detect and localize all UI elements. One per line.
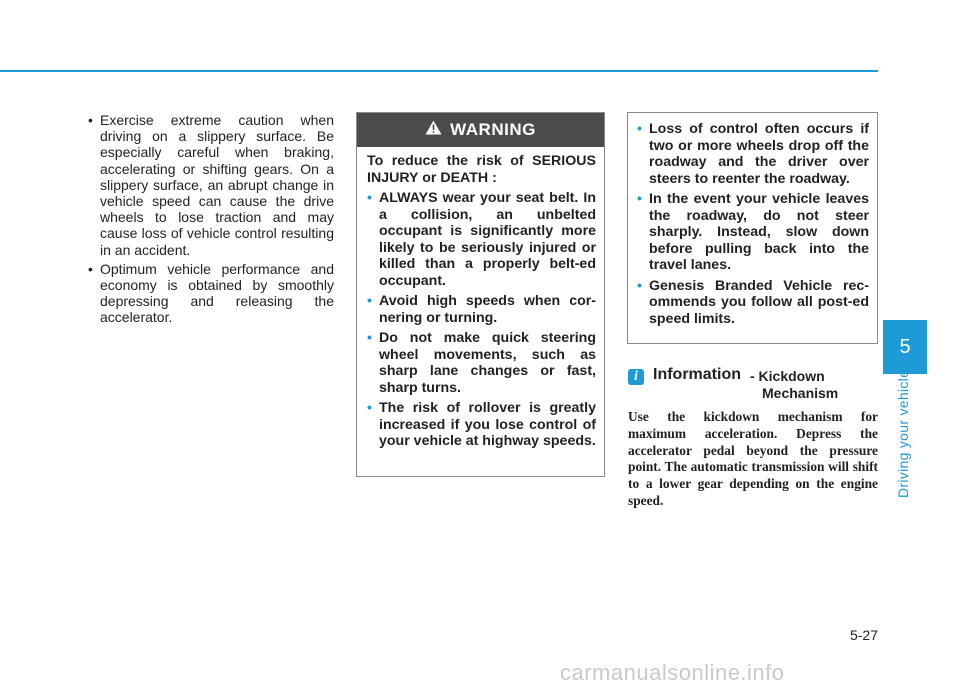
bullet-dot: • (367, 330, 372, 346)
warning-item (637, 191, 869, 274)
warning-item-text: Genesis Branded Vehicle rec-ommends you follow all post-ed speed limits. (649, 277, 869, 327)
bullet-dot: • (637, 191, 642, 207)
warning-intro: To reduce the risk of SERIOUS INJURY or DEATH : (367, 153, 596, 186)
warning-continued-box (627, 112, 878, 344)
warning-header (357, 113, 604, 147)
bullet-dot: • (88, 260, 93, 277)
warning-item (367, 330, 596, 396)
warning-item-text: Avoid high speeds when cor-nering or turning. (379, 293, 596, 326)
information-text: Use the kickdown mechanism for maximum acceleration. Depress the accelerator pedal beyond the pressure point. The automatic transmission will shift to a lower gear depending on the engine speed. (628, 409, 878, 508)
warning-item (367, 400, 596, 450)
chapter-label: Driving your vehicle (895, 369, 911, 498)
info-icon: i (628, 369, 644, 385)
bullet-dot: • (367, 190, 372, 206)
warning-item-text: In the event your vehicle leaves the roadway, do not steer sharply. Instead, slow down before pulling back into the travel lanes. (649, 191, 869, 273)
left-column (88, 112, 334, 329)
bullet-dot: • (637, 121, 642, 137)
information-subtitle-line2: Mechanism (762, 385, 839, 401)
information-subtitle (750, 368, 878, 402)
information-title: Information (653, 366, 741, 383)
warning-item-text: Do not make quick steering wheel movements, such as sharp lane changes or fast, sharp turns. (379, 330, 596, 396)
bullet-dot: • (367, 400, 372, 416)
warning-body (357, 147, 604, 450)
warning-item (367, 293, 596, 326)
list-item (88, 112, 334, 258)
top-rule (0, 70, 878, 72)
watermark: carmanualsonline.info (560, 660, 785, 685)
bullet-dot: • (367, 293, 372, 309)
warning-item-text: The risk of rollover is greatly increased if you lose control of your vehicle at highway speeds. (379, 400, 596, 449)
chapter-tab (883, 320, 927, 374)
warning-item (637, 121, 869, 187)
list-item-text: Exercise extreme caution when driving on a slippery surface. Be especially careful when braking, accelerating or shifting gears. On a slippery surface, an abrupt change in vehicle speed can cause the drive wheels to lose traction and may cause loss of vehicle control resulting in an accident. (100, 112, 334, 258)
warning-box (356, 112, 605, 477)
warning-title: WARNING (450, 120, 536, 139)
bullet-dot: • (88, 112, 93, 128)
warning-item (637, 278, 869, 328)
page-number: 5-27 (849, 627, 878, 643)
list-item (88, 261, 334, 326)
warning-triangle-icon (425, 120, 442, 140)
warning-item-text: Loss of control often occurs if two or more wheels drop off the roadway and the driver over steers to reenter the roadway. (649, 121, 869, 187)
warning-item (367, 190, 596, 289)
list-item-text: Optimum vehicle performance and economy is obtained by smoothly depressing and releasing the accelerator. (100, 260, 334, 326)
bullet-dot: • (637, 277, 642, 294)
information-subtitle-line1: - Kickdown (750, 368, 825, 384)
warning-item-text: ALWAYS wear your seat belt. In a collision, an unbelted occupant is significantly more likely to be seriously injured or killed than a properly belt-ed occupant. (379, 190, 596, 289)
chapter-number: 5 (899, 335, 911, 358)
